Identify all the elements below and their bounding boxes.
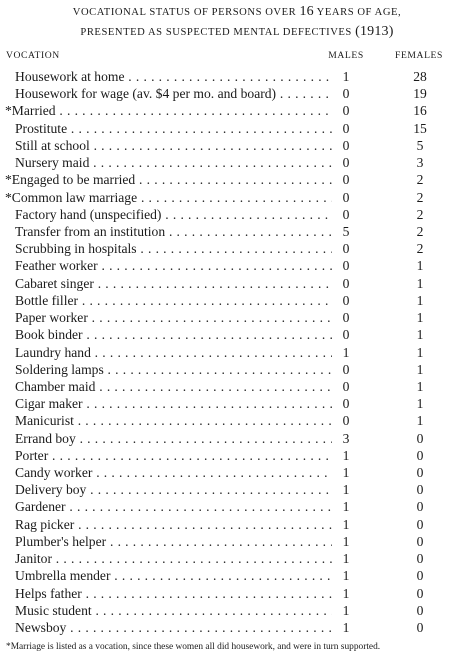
column-header-females: FEMALES [395, 50, 443, 61]
table-row [0, 447, 474, 464]
table-row [0, 189, 474, 206]
females-count: 1 [416, 327, 424, 343]
females-count: 28 [413, 69, 427, 84]
males-count: 1 [342, 585, 350, 601]
vocation-label: Factory hand (unspecified) . . . [15, 206, 332, 223]
males-count: 0 [342, 361, 350, 377]
vocation-label: Janitor . . . [15, 550, 332, 567]
vocation-label: Plumber's helper . . . [15, 533, 332, 550]
males-count: 0 [342, 86, 350, 102]
table-title-line-2 [0, 24, 474, 40]
females-count: 1 [416, 361, 424, 377]
vocation-label: Housework at home . . . [15, 68, 332, 85]
females-count: 2 [416, 189, 424, 205]
vocation-label: Candy worker . . . [15, 464, 332, 481]
females-count: 15 [413, 120, 427, 136]
vocation-label: Book binder . . . [15, 326, 332, 343]
title-suffix: YEARS OF AGE, [313, 7, 402, 18]
males-count: 1 [342, 602, 350, 618]
table-row [0, 257, 474, 274]
females-count: 2 [416, 206, 424, 222]
column-header-males: MALES [328, 50, 364, 61]
vocation-label: Newsboy . . . [15, 619, 332, 636]
table-row [0, 223, 474, 240]
table-row [0, 361, 474, 378]
males-count: 0 [342, 413, 350, 429]
vocation-label: Bottle filler . . . [15, 292, 332, 309]
table-row [0, 585, 474, 602]
vocation-label: Errand boy . . . [15, 430, 332, 447]
females-count: 0 [416, 585, 424, 601]
females-count: 1 [416, 413, 424, 429]
vocation-label: Feather worker . . . [15, 257, 332, 274]
table-row [0, 275, 474, 292]
males-count: 0 [342, 206, 350, 222]
males-count: 1 [342, 465, 350, 481]
females-count: 1 [416, 258, 424, 274]
males-count: 0 [342, 120, 350, 136]
table-row [0, 154, 474, 171]
table-row [0, 516, 474, 533]
table-row [0, 430, 474, 447]
males-count: 1 [342, 516, 350, 532]
males-count: 1 [342, 499, 350, 515]
table-row [0, 602, 474, 619]
table-title-line-1 [0, 4, 474, 20]
table-row [0, 326, 474, 343]
table-row [0, 344, 474, 361]
title-year: (1913) [355, 24, 394, 39]
column-header-vocation: VOCATION [6, 50, 60, 61]
title-main: PRESENTED AS SUSPECTED MENTAL DEFECTIVES [80, 27, 356, 38]
table-row [0, 120, 474, 137]
vocation-label: Transfer from an institution . . . [15, 223, 332, 240]
females-count: 19 [413, 86, 427, 102]
females-count: 0 [416, 482, 424, 498]
table-row [0, 206, 474, 223]
males-count: 3 [342, 430, 350, 446]
vocation-label: Helps father . . . [15, 585, 332, 602]
females-count: 5 [416, 137, 424, 153]
females-count: 0 [416, 568, 424, 584]
table-row [0, 102, 474, 119]
males-count: 1 [342, 533, 350, 549]
females-count: 0 [416, 602, 424, 618]
males-count: 0 [342, 189, 350, 205]
table-row [0, 395, 474, 412]
title-age-number: 16 [299, 4, 314, 19]
males-count: 1 [342, 69, 350, 84]
vocation-label: *Engaged to be married . . . [5, 171, 332, 188]
table-row [0, 137, 474, 154]
vocation-label: Laundry hand . . . [15, 344, 332, 361]
table-row [0, 85, 474, 102]
title-prefix: VOCATIONAL STATUS OF PERSONS OVER [72, 7, 300, 18]
vocation-label: Manicurist . . . [15, 412, 332, 429]
females-count: 0 [416, 447, 424, 463]
males-count: 0 [342, 172, 350, 188]
vocation-label: Soldering lamps . . . [15, 361, 332, 378]
females-count: 1 [416, 310, 424, 326]
table-row [0, 292, 474, 309]
males-count: 0 [342, 241, 350, 257]
females-count: 0 [416, 620, 424, 635]
vocation-label: Paper worker . . . [15, 309, 332, 326]
table-row [0, 550, 474, 567]
table-row [0, 498, 474, 515]
males-count: 1 [342, 620, 350, 635]
vocation-label: Still at school . . . [15, 137, 332, 154]
vocation-label: *Married . . . [5, 102, 332, 119]
vocation-label: Housework for wage (av. $4 per mo. and board) . . . [15, 85, 332, 102]
females-count: 1 [416, 396, 424, 412]
females-count: 0 [416, 465, 424, 481]
vocation-label: Nursery maid . . . [15, 154, 332, 171]
males-count: 1 [342, 482, 350, 498]
males-count: 0 [342, 137, 350, 153]
vocation-label: Gardener . . . [15, 498, 332, 515]
males-count: 0 [342, 310, 350, 326]
vocation-label: Porter . . . [15, 447, 332, 464]
vocation-label: Chamber maid . . . [15, 378, 332, 395]
vocation-label: Delivery boy . . . [15, 481, 332, 498]
males-count: 0 [342, 258, 350, 274]
table-row [0, 240, 474, 257]
females-count: 1 [416, 292, 424, 308]
vocation-label: Umbrella mender . . . [15, 567, 332, 584]
females-count: 1 [416, 378, 424, 394]
females-count: 3 [416, 155, 424, 171]
females-count: 0 [416, 499, 424, 515]
vocation-label: Scrubbing in hospitals . . . [15, 240, 332, 257]
females-count: 1 [416, 344, 424, 360]
males-count: 1 [342, 447, 350, 463]
females-count: 16 [413, 103, 427, 119]
males-count: 0 [342, 103, 350, 119]
vocation-label: Music student . . . [15, 602, 332, 619]
table-row [0, 619, 474, 636]
females-count: 0 [416, 430, 424, 446]
males-count: 0 [342, 275, 350, 291]
vocation-label: Prostitute . . . [15, 120, 332, 137]
females-count: 2 [416, 172, 424, 188]
males-count: 0 [342, 396, 350, 412]
table-row [0, 309, 474, 326]
table-row [0, 481, 474, 498]
females-count: 0 [416, 533, 424, 549]
vocation-label: Cabaret singer . . . [15, 275, 332, 292]
males-count: 0 [342, 378, 350, 394]
vocation-label: Cigar maker . . . [15, 395, 332, 412]
vocation-label: *Common law marriage . . . [5, 189, 332, 206]
vocation-label: Rag picker . . . [15, 516, 332, 533]
females-count: 2 [416, 223, 424, 239]
males-count: 0 [342, 292, 350, 308]
table-row [0, 68, 474, 85]
table-row [0, 378, 474, 395]
males-count: 0 [342, 155, 350, 171]
females-count: 1 [416, 275, 424, 291]
table-row [0, 567, 474, 584]
footnote: *Marriage is listed as a vocation, since these women all did housework, and were in turn supported. [6, 642, 381, 652]
females-count: 0 [416, 551, 424, 567]
table-row [0, 412, 474, 429]
males-count: 0 [342, 327, 350, 343]
males-count: 1 [342, 568, 350, 584]
males-count: 1 [342, 344, 350, 360]
vocation-table-body [0, 68, 474, 636]
females-count: 2 [416, 241, 424, 257]
males-count: 5 [342, 223, 350, 239]
females-count: 0 [416, 516, 424, 532]
table-row [0, 171, 474, 188]
table-row [0, 533, 474, 550]
males-count: 1 [342, 551, 350, 567]
table-row [0, 464, 474, 481]
